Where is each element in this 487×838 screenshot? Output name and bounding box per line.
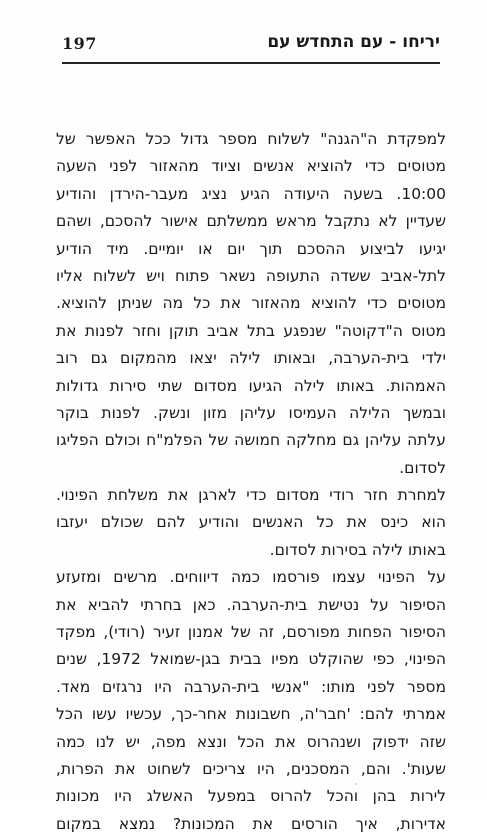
body-text <box>56 126 446 838</box>
text-line: מספר לפני מותו: "אנשי בית-הערבה היו נרגזים מאד. <box>56 677 446 696</box>
text-line: אדירות, איך הורסים את המכונות? נמצא במקום <box>56 814 446 833</box>
text-line: ובמשך הלילה העמיסו עליהן מזון ונשק. לפנות בוקר <box>56 403 446 422</box>
chapter-title: יריחו - עם התחדש עם <box>267 32 440 52</box>
text-line: לירות בהן והכל להרוס במפעל האשלג היו מכונות <box>56 787 446 806</box>
text-line: אמרתי להם: 'חבר'ה, חשבונות אחר-כך, עכשיו עשו הכל <box>56 705 446 724</box>
running-head <box>62 30 440 56</box>
text-line: שעות'. והם, המסכנים, היו צריכים לשחוט את הפרות, <box>56 759 446 778</box>
text-line: הסיפור על נטישת בית-הערבה. כאן בחרתי להביא את <box>56 595 446 614</box>
text-line: באותו לילה בסירות לסדום. <box>269 540 446 559</box>
text-line: מטוסים כדי להוציא מהאזור את כל מה שניתן להוציא. <box>56 294 446 313</box>
text-line: יגיעו לביצוע ההסכם תוך יום או יומיים. מיד הודיע <box>56 239 446 258</box>
paper-speck <box>355 783 357 785</box>
text-line: 10:00. בשעה היעודה הגיע נציג מעבר-הירדן והודיע <box>56 184 446 203</box>
text-line: הוא כינס את כל האנשים והודיע להם שכולם יעזבו <box>56 513 446 532</box>
header-divider <box>62 62 440 64</box>
text-line: הפינוי, כפי שהוקלט מפיו בבית בגן-שמואל 1972, שנים <box>56 650 446 669</box>
text-line: שזה ידפוק ושנהרוס את הכל ונצא מפה, יש לנו כמה <box>56 732 446 751</box>
text-line: האמהות. באותו לילה הגיעו מסדום שתי סירות גדולות <box>56 376 446 395</box>
text-line: לסדום. <box>399 458 446 477</box>
text-line: ילדי בית-הערבה, ובאותו לילה יצאו מהמקום גם רוב <box>56 349 446 368</box>
text-line: על הפינוי עצמו פורסמו כמה דיווחים. מרשים ומזעזע <box>56 568 446 587</box>
text-line: מטוס ה"דקוטה" שנפגע בתל אביב תוקן וחזר לפנות את <box>56 321 446 340</box>
text-line: למחרת חזר רודי מסדום כדי לארגן את משלחת הפינוי. <box>56 486 446 505</box>
text-line: שעדיין לא נתקבל מראש ממשלתם אישור להסכם, ושהם <box>56 212 446 231</box>
text-line: למפקדת ה"הגנה" לשלוח מספר גדול ככל האפשר של <box>56 130 446 148</box>
text-line: עלתה עליהן גם מחלקה חמושה של הפלמ"ח וכולם הפליגו <box>56 431 446 450</box>
text-line: לתל-אביב ששדה התעופה נשאר פתוח ויש לשלוח אליו <box>56 266 446 285</box>
text-line: הסיפור הפחות מפורסם, זה של אמנון זעיר (רודי), מפקד <box>56 623 446 642</box>
text-line: מטוסים כדי להוציא אנשים וציוד מהאזור לפני השעה <box>56 157 446 176</box>
page-number: 197 <box>62 34 97 53</box>
